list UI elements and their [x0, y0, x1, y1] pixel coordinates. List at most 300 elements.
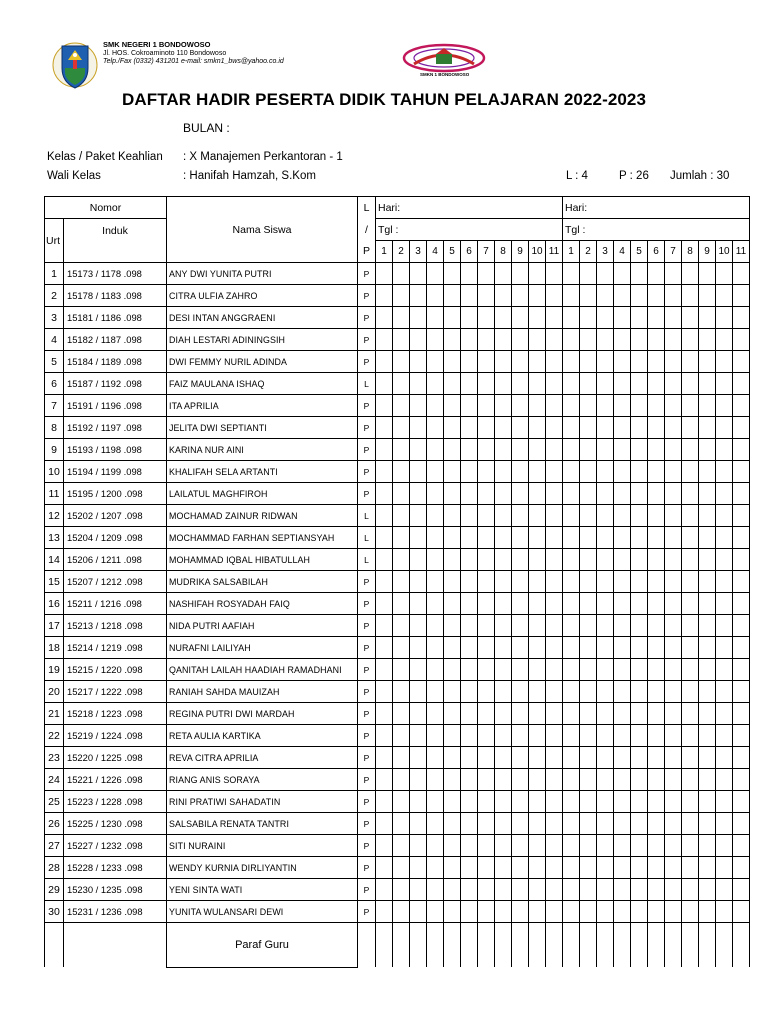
attendance-cell[interactable]	[648, 571, 665, 593]
attendance-cell[interactable]	[614, 659, 631, 681]
attendance-cell[interactable]	[682, 527, 699, 549]
attendance-cell[interactable]	[716, 461, 733, 483]
attendance-cell[interactable]	[699, 703, 716, 725]
attendance-cell[interactable]	[631, 857, 648, 879]
attendance-cell[interactable]	[529, 329, 546, 351]
attendance-cell[interactable]	[614, 263, 631, 285]
attendance-cell[interactable]	[580, 813, 597, 835]
attendance-cell[interactable]	[410, 373, 427, 395]
attendance-cell[interactable]	[682, 813, 699, 835]
attendance-cell[interactable]	[495, 417, 512, 439]
attendance-cell[interactable]	[478, 263, 495, 285]
attendance-cell[interactable]	[614, 527, 631, 549]
attendance-cell[interactable]	[495, 901, 512, 923]
paraf-cell[interactable]	[699, 923, 716, 968]
attendance-cell[interactable]	[563, 329, 580, 351]
attendance-cell[interactable]	[716, 813, 733, 835]
attendance-cell[interactable]	[733, 329, 750, 351]
attendance-cell[interactable]	[614, 483, 631, 505]
attendance-cell[interactable]	[376, 857, 393, 879]
attendance-cell[interactable]	[495, 681, 512, 703]
attendance-cell[interactable]	[682, 835, 699, 857]
attendance-cell[interactable]	[716, 263, 733, 285]
attendance-cell[interactable]	[512, 263, 529, 285]
attendance-cell[interactable]	[631, 901, 648, 923]
attendance-cell[interactable]	[648, 483, 665, 505]
attendance-cell[interactable]	[682, 791, 699, 813]
attendance-cell[interactable]	[376, 593, 393, 615]
attendance-cell[interactable]	[648, 549, 665, 571]
attendance-cell[interactable]	[478, 703, 495, 725]
attendance-cell[interactable]	[427, 725, 444, 747]
attendance-cell[interactable]	[495, 857, 512, 879]
attendance-cell[interactable]	[393, 813, 410, 835]
attendance-cell[interactable]	[563, 505, 580, 527]
attendance-cell[interactable]	[733, 263, 750, 285]
attendance-cell[interactable]	[478, 527, 495, 549]
attendance-cell[interactable]	[597, 285, 614, 307]
attendance-cell[interactable]	[733, 791, 750, 813]
attendance-cell[interactable]	[665, 791, 682, 813]
attendance-cell[interactable]	[699, 747, 716, 769]
attendance-cell[interactable]	[444, 747, 461, 769]
paraf-cell[interactable]	[563, 923, 580, 968]
attendance-cell[interactable]	[512, 351, 529, 373]
attendance-cell[interactable]	[648, 285, 665, 307]
attendance-cell[interactable]	[614, 351, 631, 373]
attendance-cell[interactable]	[512, 395, 529, 417]
attendance-cell[interactable]	[512, 813, 529, 835]
attendance-cell[interactable]	[648, 681, 665, 703]
attendance-cell[interactable]	[393, 439, 410, 461]
attendance-cell[interactable]	[427, 483, 444, 505]
attendance-cell[interactable]	[427, 791, 444, 813]
attendance-cell[interactable]	[563, 615, 580, 637]
attendance-cell[interactable]	[614, 901, 631, 923]
attendance-cell[interactable]	[648, 307, 665, 329]
attendance-cell[interactable]	[580, 571, 597, 593]
attendance-cell[interactable]	[563, 879, 580, 901]
attendance-cell[interactable]	[597, 879, 614, 901]
attendance-cell[interactable]	[716, 615, 733, 637]
attendance-cell[interactable]	[614, 549, 631, 571]
attendance-cell[interactable]	[495, 813, 512, 835]
attendance-cell[interactable]	[512, 659, 529, 681]
attendance-cell[interactable]	[580, 615, 597, 637]
paraf-cell[interactable]	[512, 923, 529, 968]
attendance-cell[interactable]	[444, 703, 461, 725]
attendance-cell[interactable]	[444, 571, 461, 593]
attendance-cell[interactable]	[563, 769, 580, 791]
paraf-cell[interactable]	[427, 923, 444, 968]
attendance-cell[interactable]	[699, 681, 716, 703]
paraf-cell[interactable]	[358, 923, 376, 968]
attendance-cell[interactable]	[546, 879, 563, 901]
attendance-cell[interactable]	[495, 725, 512, 747]
attendance-cell[interactable]	[512, 527, 529, 549]
attendance-cell[interactable]	[529, 395, 546, 417]
attendance-cell[interactable]	[529, 527, 546, 549]
attendance-cell[interactable]	[376, 703, 393, 725]
attendance-cell[interactable]	[716, 285, 733, 307]
attendance-cell[interactable]	[648, 703, 665, 725]
attendance-cell[interactable]	[546, 835, 563, 857]
attendance-cell[interactable]	[529, 835, 546, 857]
attendance-cell[interactable]	[478, 593, 495, 615]
attendance-cell[interactable]	[376, 615, 393, 637]
attendance-cell[interactable]	[631, 527, 648, 549]
attendance-cell[interactable]	[733, 703, 750, 725]
attendance-cell[interactable]	[699, 857, 716, 879]
attendance-cell[interactable]	[427, 461, 444, 483]
attendance-cell[interactable]	[376, 659, 393, 681]
attendance-cell[interactable]	[682, 747, 699, 769]
attendance-cell[interactable]	[631, 593, 648, 615]
attendance-cell[interactable]	[393, 527, 410, 549]
attendance-cell[interactable]	[512, 461, 529, 483]
attendance-cell[interactable]	[648, 263, 665, 285]
attendance-cell[interactable]	[563, 725, 580, 747]
attendance-cell[interactable]	[733, 285, 750, 307]
attendance-cell[interactable]	[529, 307, 546, 329]
attendance-cell[interactable]	[682, 901, 699, 923]
paraf-cell[interactable]	[495, 923, 512, 968]
attendance-cell[interactable]	[512, 615, 529, 637]
attendance-cell[interactable]	[716, 395, 733, 417]
attendance-cell[interactable]	[631, 351, 648, 373]
attendance-cell[interactable]	[478, 659, 495, 681]
attendance-cell[interactable]	[393, 593, 410, 615]
attendance-cell[interactable]	[461, 813, 478, 835]
attendance-cell[interactable]	[716, 681, 733, 703]
attendance-cell[interactable]	[546, 857, 563, 879]
attendance-cell[interactable]	[495, 483, 512, 505]
attendance-cell[interactable]	[682, 593, 699, 615]
attendance-cell[interactable]	[529, 813, 546, 835]
attendance-cell[interactable]	[529, 593, 546, 615]
attendance-cell[interactable]	[512, 637, 529, 659]
paraf-cell[interactable]	[597, 923, 614, 968]
attendance-cell[interactable]	[410, 461, 427, 483]
attendance-cell[interactable]	[597, 857, 614, 879]
attendance-cell[interactable]	[614, 461, 631, 483]
attendance-cell[interactable]	[597, 659, 614, 681]
attendance-cell[interactable]	[393, 747, 410, 769]
attendance-cell[interactable]	[512, 681, 529, 703]
attendance-cell[interactable]	[393, 615, 410, 637]
attendance-cell[interactable]	[376, 285, 393, 307]
attendance-cell[interactable]	[478, 439, 495, 461]
attendance-cell[interactable]	[563, 263, 580, 285]
attendance-cell[interactable]	[512, 571, 529, 593]
attendance-cell[interactable]	[563, 571, 580, 593]
attendance-cell[interactable]	[512, 769, 529, 791]
paraf-cell[interactable]	[546, 923, 563, 968]
attendance-cell[interactable]	[444, 615, 461, 637]
attendance-cell[interactable]	[376, 571, 393, 593]
attendance-cell[interactable]	[699, 417, 716, 439]
attendance-cell[interactable]	[478, 681, 495, 703]
attendance-cell[interactable]	[614, 307, 631, 329]
attendance-cell[interactable]	[665, 615, 682, 637]
attendance-cell[interactable]	[495, 879, 512, 901]
attendance-cell[interactable]	[376, 505, 393, 527]
attendance-cell[interactable]	[563, 901, 580, 923]
attendance-cell[interactable]	[512, 593, 529, 615]
attendance-cell[interactable]	[665, 439, 682, 461]
attendance-cell[interactable]	[682, 329, 699, 351]
attendance-cell[interactable]	[631, 769, 648, 791]
attendance-cell[interactable]	[461, 549, 478, 571]
attendance-cell[interactable]	[580, 747, 597, 769]
attendance-cell[interactable]	[410, 747, 427, 769]
attendance-cell[interactable]	[529, 505, 546, 527]
attendance-cell[interactable]	[597, 571, 614, 593]
attendance-cell[interactable]	[699, 725, 716, 747]
attendance-cell[interactable]	[444, 483, 461, 505]
attendance-cell[interactable]	[529, 571, 546, 593]
attendance-cell[interactable]	[580, 703, 597, 725]
attendance-cell[interactable]	[461, 417, 478, 439]
attendance-cell[interactable]	[427, 571, 444, 593]
attendance-cell[interactable]	[529, 373, 546, 395]
attendance-cell[interactable]	[461, 439, 478, 461]
attendance-cell[interactable]	[376, 791, 393, 813]
attendance-cell[interactable]	[716, 769, 733, 791]
attendance-cell[interactable]	[580, 307, 597, 329]
attendance-cell[interactable]	[529, 901, 546, 923]
attendance-cell[interactable]	[427, 395, 444, 417]
attendance-cell[interactable]	[631, 483, 648, 505]
attendance-cell[interactable]	[393, 329, 410, 351]
attendance-cell[interactable]	[580, 483, 597, 505]
attendance-cell[interactable]	[546, 527, 563, 549]
attendance-cell[interactable]	[580, 417, 597, 439]
attendance-cell[interactable]	[597, 373, 614, 395]
attendance-cell[interactable]	[580, 549, 597, 571]
attendance-cell[interactable]	[376, 769, 393, 791]
attendance-cell[interactable]	[733, 835, 750, 857]
attendance-cell[interactable]	[733, 439, 750, 461]
attendance-cell[interactable]	[427, 549, 444, 571]
attendance-cell[interactable]	[427, 901, 444, 923]
attendance-cell[interactable]	[563, 857, 580, 879]
attendance-cell[interactable]	[597, 527, 614, 549]
attendance-cell[interactable]	[631, 417, 648, 439]
attendance-cell[interactable]	[699, 461, 716, 483]
attendance-cell[interactable]	[478, 395, 495, 417]
attendance-cell[interactable]	[580, 505, 597, 527]
attendance-cell[interactable]	[597, 483, 614, 505]
attendance-cell[interactable]	[580, 373, 597, 395]
attendance-cell[interactable]	[461, 857, 478, 879]
attendance-cell[interactable]	[716, 571, 733, 593]
attendance-cell[interactable]	[699, 483, 716, 505]
attendance-cell[interactable]	[512, 373, 529, 395]
attendance-cell[interactable]	[648, 615, 665, 637]
attendance-cell[interactable]	[376, 461, 393, 483]
attendance-cell[interactable]	[733, 879, 750, 901]
attendance-cell[interactable]	[631, 791, 648, 813]
attendance-cell[interactable]	[444, 813, 461, 835]
attendance-cell[interactable]	[427, 593, 444, 615]
attendance-cell[interactable]	[563, 285, 580, 307]
attendance-cell[interactable]	[512, 791, 529, 813]
attendance-cell[interactable]	[512, 901, 529, 923]
attendance-cell[interactable]	[665, 901, 682, 923]
attendance-cell[interactable]	[665, 813, 682, 835]
attendance-cell[interactable]	[665, 329, 682, 351]
attendance-cell[interactable]	[495, 439, 512, 461]
attendance-cell[interactable]	[495, 637, 512, 659]
attendance-cell[interactable]	[716, 549, 733, 571]
attendance-cell[interactable]	[648, 901, 665, 923]
attendance-cell[interactable]	[410, 879, 427, 901]
attendance-cell[interactable]	[597, 791, 614, 813]
attendance-cell[interactable]	[631, 505, 648, 527]
attendance-cell[interactable]	[393, 571, 410, 593]
attendance-cell[interactable]	[410, 703, 427, 725]
attendance-cell[interactable]	[648, 461, 665, 483]
attendance-cell[interactable]	[631, 461, 648, 483]
attendance-cell[interactable]	[614, 329, 631, 351]
attendance-cell[interactable]	[393, 307, 410, 329]
attendance-cell[interactable]	[682, 395, 699, 417]
attendance-cell[interactable]	[597, 769, 614, 791]
attendance-cell[interactable]	[563, 439, 580, 461]
attendance-cell[interactable]	[648, 417, 665, 439]
attendance-cell[interactable]	[529, 351, 546, 373]
attendance-cell[interactable]	[580, 725, 597, 747]
attendance-cell[interactable]	[495, 615, 512, 637]
attendance-cell[interactable]	[733, 483, 750, 505]
attendance-cell[interactable]	[665, 593, 682, 615]
attendance-cell[interactable]	[546, 813, 563, 835]
attendance-cell[interactable]	[563, 373, 580, 395]
attendance-cell[interactable]	[682, 879, 699, 901]
attendance-cell[interactable]	[563, 791, 580, 813]
attendance-cell[interactable]	[495, 791, 512, 813]
attendance-cell[interactable]	[733, 901, 750, 923]
attendance-cell[interactable]	[427, 373, 444, 395]
attendance-cell[interactable]	[410, 549, 427, 571]
attendance-cell[interactable]	[393, 637, 410, 659]
attendance-cell[interactable]	[648, 725, 665, 747]
attendance-cell[interactable]	[563, 659, 580, 681]
attendance-cell[interactable]	[665, 483, 682, 505]
attendance-cell[interactable]	[529, 417, 546, 439]
attendance-cell[interactable]	[563, 483, 580, 505]
attendance-cell[interactable]	[631, 703, 648, 725]
attendance-cell[interactable]	[461, 395, 478, 417]
attendance-cell[interactable]	[648, 747, 665, 769]
attendance-cell[interactable]	[699, 285, 716, 307]
attendance-cell[interactable]	[495, 351, 512, 373]
attendance-cell[interactable]	[580, 791, 597, 813]
attendance-cell[interactable]	[478, 329, 495, 351]
attendance-cell[interactable]	[376, 395, 393, 417]
paraf-cell[interactable]	[648, 923, 665, 968]
attendance-cell[interactable]	[393, 835, 410, 857]
attendance-cell[interactable]	[478, 835, 495, 857]
attendance-cell[interactable]	[580, 593, 597, 615]
attendance-cell[interactable]	[512, 417, 529, 439]
attendance-cell[interactable]	[597, 747, 614, 769]
attendance-cell[interactable]	[478, 769, 495, 791]
attendance-cell[interactable]	[410, 263, 427, 285]
attendance-cell[interactable]	[478, 571, 495, 593]
attendance-cell[interactable]	[444, 285, 461, 307]
attendance-cell[interactable]	[580, 527, 597, 549]
attendance-cell[interactable]	[512, 725, 529, 747]
attendance-cell[interactable]	[529, 791, 546, 813]
attendance-cell[interactable]	[580, 439, 597, 461]
attendance-cell[interactable]	[410, 791, 427, 813]
paraf-cell[interactable]	[580, 923, 597, 968]
attendance-cell[interactable]	[563, 549, 580, 571]
attendance-cell[interactable]	[631, 549, 648, 571]
attendance-cell[interactable]	[665, 461, 682, 483]
attendance-cell[interactable]	[512, 835, 529, 857]
paraf-cell[interactable]	[376, 923, 393, 968]
attendance-cell[interactable]	[495, 835, 512, 857]
attendance-cell[interactable]	[512, 747, 529, 769]
paraf-cell[interactable]	[393, 923, 410, 968]
attendance-cell[interactable]	[410, 395, 427, 417]
attendance-cell[interactable]	[478, 879, 495, 901]
paraf-cell[interactable]	[410, 923, 427, 968]
paraf-cell[interactable]	[631, 923, 648, 968]
attendance-cell[interactable]	[478, 461, 495, 483]
attendance-cell[interactable]	[461, 747, 478, 769]
attendance-cell[interactable]	[631, 285, 648, 307]
attendance-cell[interactable]	[597, 615, 614, 637]
attendance-cell[interactable]	[546, 593, 563, 615]
attendance-cell[interactable]	[682, 461, 699, 483]
attendance-cell[interactable]	[682, 307, 699, 329]
paraf-cell[interactable]	[461, 923, 478, 968]
attendance-cell[interactable]	[665, 681, 682, 703]
attendance-cell[interactable]	[376, 725, 393, 747]
attendance-cell[interactable]	[682, 549, 699, 571]
attendance-cell[interactable]	[461, 681, 478, 703]
attendance-cell[interactable]	[461, 263, 478, 285]
attendance-cell[interactable]	[716, 637, 733, 659]
attendance-cell[interactable]	[546, 769, 563, 791]
attendance-cell[interactable]	[597, 637, 614, 659]
attendance-cell[interactable]	[444, 857, 461, 879]
attendance-cell[interactable]	[631, 813, 648, 835]
attendance-cell[interactable]	[648, 879, 665, 901]
attendance-cell[interactable]	[563, 835, 580, 857]
attendance-cell[interactable]	[563, 395, 580, 417]
attendance-cell[interactable]	[614, 417, 631, 439]
attendance-cell[interactable]	[631, 263, 648, 285]
attendance-cell[interactable]	[614, 373, 631, 395]
attendance-cell[interactable]	[410, 329, 427, 351]
attendance-cell[interactable]	[546, 505, 563, 527]
attendance-cell[interactable]	[393, 901, 410, 923]
paraf-cell[interactable]	[716, 923, 733, 968]
attendance-cell[interactable]	[444, 395, 461, 417]
attendance-cell[interactable]	[614, 681, 631, 703]
attendance-cell[interactable]	[495, 659, 512, 681]
attendance-cell[interactable]	[614, 395, 631, 417]
attendance-cell[interactable]	[546, 263, 563, 285]
attendance-cell[interactable]	[410, 593, 427, 615]
attendance-cell[interactable]	[614, 615, 631, 637]
attendance-cell[interactable]	[461, 703, 478, 725]
